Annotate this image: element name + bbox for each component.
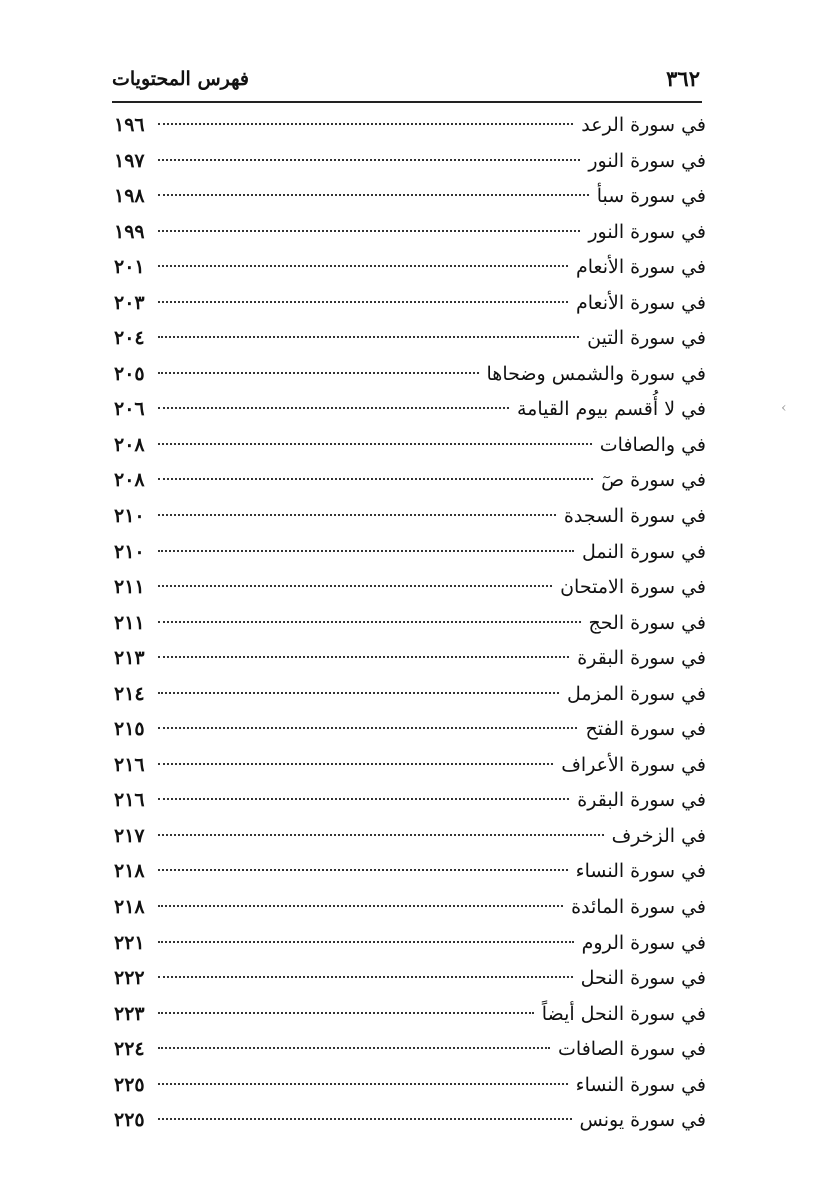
toc-entry-page: ٢١٧ <box>114 824 145 847</box>
toc-entry-page: ٢٢٥ <box>114 1073 145 1096</box>
dot-leader <box>158 1083 568 1085</box>
toc-entry <box>114 398 706 434</box>
margin-mark: ‹ <box>781 400 787 416</box>
toc-entry-page: ٢٠٦ <box>114 398 145 421</box>
toc-entry-page: ٢٢٥ <box>114 1109 145 1132</box>
toc-entry-label: في سورة الرعد <box>581 114 706 136</box>
toc-entry-page: ١٩٦ <box>114 114 145 136</box>
toc-entry <box>114 1074 706 1110</box>
toc-entry <box>114 434 706 470</box>
toc-entry <box>114 114 706 150</box>
toc-entry-page: ٢١٨ <box>114 860 145 883</box>
toc-entry-label: في سورة صٓ <box>601 469 706 492</box>
dot-leader <box>158 834 604 836</box>
toc-entry <box>114 825 706 861</box>
toc-entry <box>114 612 706 648</box>
dot-leader <box>158 550 574 552</box>
toc-entry-label: في سورة الصافات <box>558 1038 706 1061</box>
toc-entry-page: ٢١٦ <box>114 753 145 776</box>
dot-leader <box>158 941 574 943</box>
toc-entry-page: ٢٢٤ <box>114 1038 145 1061</box>
toc-entry <box>114 469 706 505</box>
toc-entry <box>114 327 706 363</box>
dot-leader <box>158 478 593 480</box>
dot-leader <box>158 301 568 303</box>
toc-entry <box>114 185 706 221</box>
toc-entry-label: في سورة الأنعام <box>576 291 706 314</box>
toc-entry-page: ٢١٠ <box>114 540 145 563</box>
dot-leader <box>158 1012 534 1014</box>
dot-leader <box>158 905 563 907</box>
toc-entry-page: ١٩٨ <box>114 185 145 208</box>
dot-leader <box>158 1118 572 1120</box>
toc-entry <box>114 576 706 612</box>
toc-entry-page: ٢٠٥ <box>114 362 145 385</box>
toc-entry-page: ٢١٦ <box>114 789 145 812</box>
toc-entry-page: ٢٢٢ <box>114 967 145 990</box>
dot-leader <box>158 407 509 409</box>
toc-entry-label: في سورة النحل أيضاً <box>541 1002 706 1025</box>
toc-entry-label: في سورة النحل <box>580 967 706 990</box>
toc-entry <box>114 150 706 186</box>
dot-leader <box>158 336 579 338</box>
toc-entry-label: في سورة المائدة <box>571 896 706 919</box>
toc-entry-label: في سورة الحج <box>588 611 706 634</box>
toc-entry-label: في سورة البقرة <box>577 789 706 812</box>
toc-entry <box>114 860 706 896</box>
toc-entry-label: في سورة البقرة <box>577 647 706 670</box>
toc-entry <box>114 363 706 399</box>
toc-entry <box>114 789 706 825</box>
dot-leader <box>158 443 592 445</box>
toc-entry-label: في سورة الأنعام <box>576 256 706 279</box>
toc-entry <box>114 541 706 577</box>
toc-entry <box>114 1038 706 1074</box>
dot-leader <box>158 976 573 978</box>
toc-entry <box>114 754 706 790</box>
dot-leader <box>158 123 573 125</box>
dot-leader <box>158 159 580 161</box>
dot-leader <box>158 692 559 694</box>
toc-entry-label: في سورة النور <box>588 149 706 172</box>
toc-entry-page: ٢١٥ <box>114 718 145 741</box>
running-header <box>112 60 700 100</box>
toc-entry-label: في سورة النمل <box>581 540 706 563</box>
toc-entry <box>114 292 706 328</box>
dot-leader <box>158 763 553 765</box>
running-title: فهرس المحتويات <box>112 68 249 90</box>
toc-entry-label: في سورة السجدة <box>563 505 706 528</box>
toc-entry-label: في سورة سبأ <box>596 185 706 208</box>
dot-leader <box>158 798 569 800</box>
toc-entry-label: في الزخرف <box>611 824 706 847</box>
toc-entry <box>114 256 706 292</box>
dot-leader <box>158 621 581 623</box>
toc-entry <box>114 932 706 968</box>
dot-leader <box>158 656 569 658</box>
toc-entry-label: في سورة التين <box>587 327 706 350</box>
table-of-contents <box>114 114 706 1145</box>
toc-entry <box>114 1003 706 1039</box>
dot-leader <box>158 869 568 871</box>
page-number: ٣٦٢ <box>666 66 700 91</box>
toc-entry-label: في سورة الروم <box>581 931 706 954</box>
toc-entry-label: في لا أُقسم بيوم القيامة <box>516 398 706 421</box>
toc-entry-page: ٢١٣ <box>114 647 145 670</box>
toc-entry-page: ٢١١ <box>114 576 145 599</box>
toc-entry-page: ٢٠١ <box>114 256 145 279</box>
toc-entry-page: ٢٢٣ <box>114 1002 145 1025</box>
toc-entry-page: ٢٠٨ <box>114 433 145 456</box>
toc-entry <box>114 221 706 257</box>
toc-entry <box>114 505 706 541</box>
toc-entry-page: ١٩٧ <box>114 149 145 172</box>
dot-leader <box>158 194 589 196</box>
dot-leader <box>158 514 556 516</box>
toc-entry-label: في سورة والشمس وضحاها <box>486 362 706 385</box>
dot-leader <box>158 585 552 587</box>
toc-entry-label: في سورة النساء <box>575 860 706 883</box>
toc-entry-label: في سورة يونس <box>579 1109 706 1132</box>
header-rule <box>112 101 702 103</box>
toc-entry <box>114 967 706 1003</box>
toc-entry-label: في والصافات <box>599 433 706 456</box>
dot-leader <box>158 372 479 374</box>
dot-leader <box>158 230 580 232</box>
dot-leader <box>158 1047 550 1049</box>
toc-entry-page: ٢١١ <box>114 611 145 634</box>
toc-entry-label: في سورة الامتحان <box>560 576 706 599</box>
toc-entry-label: في سورة المزمل <box>567 682 706 705</box>
toc-entry-page: ٢١٠ <box>114 505 145 528</box>
dot-leader <box>158 727 577 729</box>
toc-entry <box>114 1109 706 1145</box>
toc-entry-label: في سورة النور <box>588 220 706 243</box>
toc-entry-label: في سورة الأعراف <box>561 753 706 776</box>
toc-entry-page: ٢١٨ <box>114 896 145 919</box>
toc-entry <box>114 718 706 754</box>
toc-entry-page: ١٩٩ <box>114 220 145 243</box>
toc-entry-page: ٢٢١ <box>114 931 145 954</box>
toc-entry <box>114 896 706 932</box>
toc-entry-label: في سورة الفتح <box>585 718 706 741</box>
toc-entry-page: ٢٠٣ <box>114 291 145 314</box>
toc-entry-page: ٢٠٨ <box>114 469 145 492</box>
toc-entry <box>114 647 706 683</box>
toc-entry-page: ٢٠٤ <box>114 327 145 350</box>
dot-leader <box>158 265 568 267</box>
toc-entry-label: في سورة النساء <box>575 1073 706 1096</box>
toc-entry-page: ٢١٤ <box>114 682 145 705</box>
toc-entry <box>114 683 706 719</box>
